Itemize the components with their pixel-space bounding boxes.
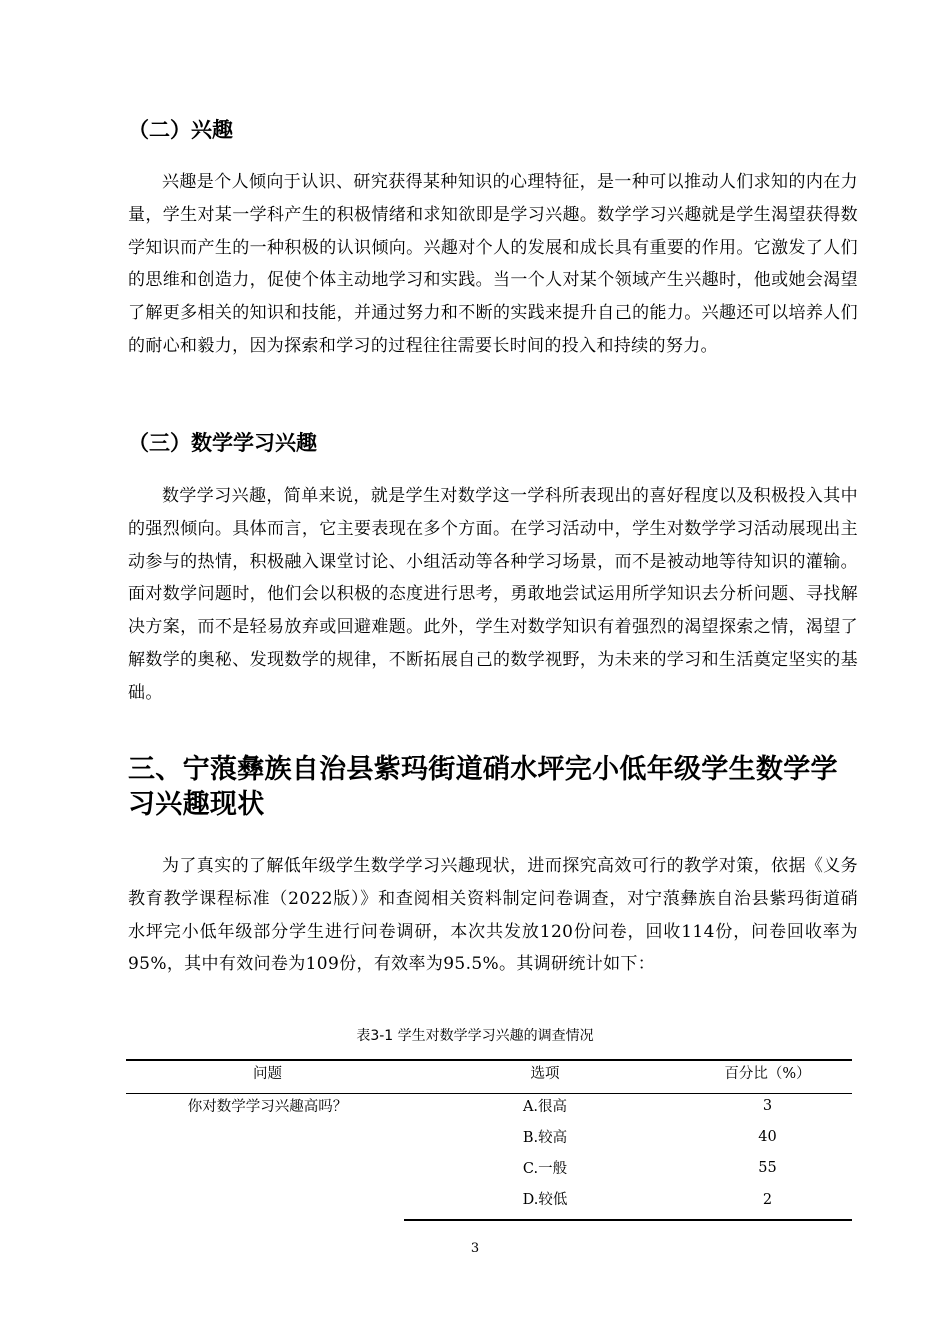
option-cell: B.较高 bbox=[522, 1130, 568, 1146]
chapter-heading: 三、宁蒗彝族自治县紫玛街道硝水坪完小低年级学生数学学习兴趣现状 bbox=[128, 754, 838, 820]
option-cell: A.很高 bbox=[522, 1099, 568, 1115]
paragraph-math-interest: 数学学习兴趣，简单来说，就是学生对数学这一学科所表现出的喜好程度以及积极投入其中的强烈倾向。具体而言，它主要表现在多个方面。在学习活动中，学生对数学学习活动展现出主动参与的热情，积极融入课堂讨论、小组活动等各种学习场景，而不是被动地等待知识的灌输。面对数学问题时，他们会以积极的态度进行思考，勇敢地尝试运用所学知识去分析问题、寻找解决方案，而不是轻易放弃或回避难题。此外，学生对数学知识有着强烈的渴望探索之情，渴望了解数学的奥秘、发现数学的规律，不断拓展自己的数学视野，为未来的学习和生活奠定坚实的基础。 bbox=[128, 486, 858, 703]
table-header-option: 选项 bbox=[530, 1066, 560, 1082]
table-header-rule bbox=[126, 1093, 852, 1094]
table-top-rule bbox=[126, 1059, 852, 1061]
table-header-question: 问题 bbox=[253, 1066, 282, 1082]
table-caption: 表3-1 学生对数学学习兴趣的调查情况 bbox=[356, 1028, 594, 1044]
paragraph-survey-intro: 为了真实的了解低年级学生数学学习兴趣现状，进而探究高效可行的教学对策，依据《义务教育教学课程标准（2022版）》和查阅相关资料制定问卷调查，对宁蒗彝族自治县紫玛街道硝水坪完小低年级部分学生进行问卷调研，本次共发放120份问卷，回收114份，问卷回收率为95%，其中有效问卷为109份，有效率为95.5%。其调研统计如下： bbox=[128, 856, 858, 975]
option-cell: D.较低 bbox=[522, 1192, 568, 1208]
section-heading-interest: （二）兴趣 bbox=[128, 118, 233, 142]
paragraph-interest: 兴趣是个人倾向于认识、研究获得某种知识的心理特征，是一种可以推动人们求知的内在力量，学生对某一学科产生的积极情绪和求知欲即是学习兴趣。数学学习兴趣就是学生渴望获得数学知识而产生的一种积极的认识倾向。兴趣对个人的发展和成长具有重要的作用。它激发了人们的思维和创造力，促使个体主动地学习和实践。当一个人对某个领域产生兴趣时，他或她会渴望了解更多相关的知识和技能，并通过努力和不断的实践来提升自己的能力。兴趣还可以培养人们的耐心和毅力，因为探索和学习的过程往往需要长时间的投入和持续的努力。 bbox=[128, 172, 858, 356]
table-bottom-rule bbox=[404, 1219, 852, 1221]
percent-cell: 40 bbox=[758, 1129, 777, 1145]
page-number: 3 bbox=[470, 1241, 480, 1256]
percent-cell: 3 bbox=[762, 1098, 773, 1114]
option-cell: C.一般 bbox=[522, 1161, 568, 1177]
table-header-percent: 百分比（%） bbox=[724, 1066, 811, 1082]
table-question-cell: 你对数学学习兴趣高吗？ bbox=[187, 1099, 348, 1115]
percent-cell: 55 bbox=[758, 1160, 777, 1176]
percent-cell: 2 bbox=[762, 1192, 773, 1208]
section-heading-math-interest: （三）数学学习兴趣 bbox=[128, 431, 317, 455]
